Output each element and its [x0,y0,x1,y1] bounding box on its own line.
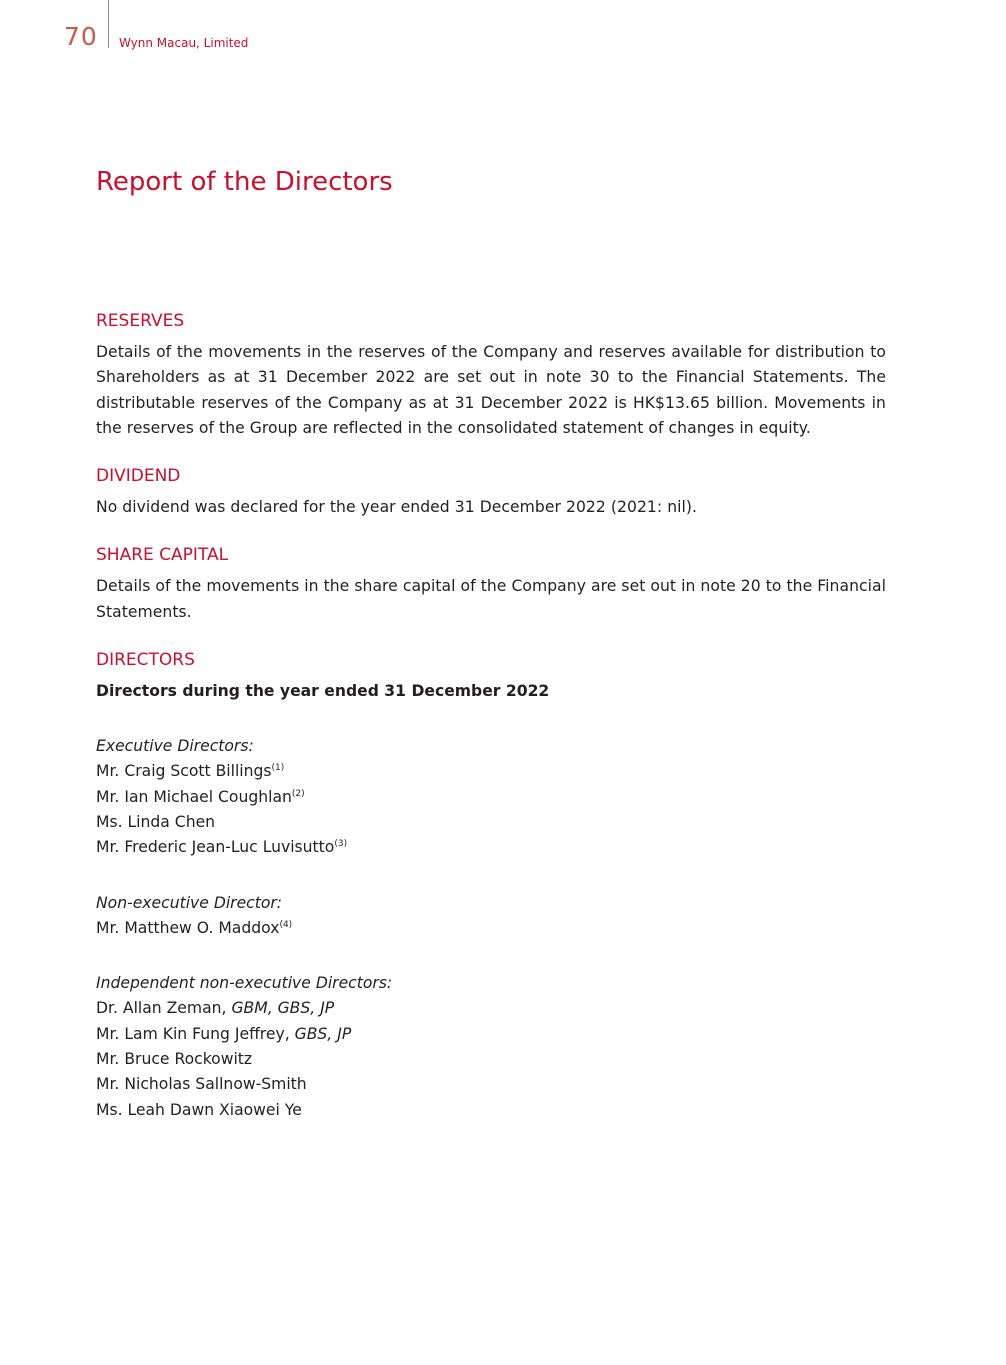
non-executive-director-label: Non-executive Director: [96,893,283,912]
director-name: Mr. Bruce Rockowitz [96,1050,253,1069]
director-name: Mr. Frederic Jean-Luc Luvisutto$^{(3)}$ [96,838,348,857]
director-name: Ms. Linda Chen [96,812,216,831]
share-capital-heading: SHARE CAPITAL [96,545,229,566]
page-number: 70 [64,22,98,51]
dividend-heading: DIVIDEND [96,466,181,487]
non-executive-directors-group [96,891,886,942]
executive-directors-label: Executive Directors: [96,737,254,756]
independent-directors-label: Independent non-executive Directors: [96,974,393,993]
director-name: Dr. Allan Zeman, GBM, GBS, JP [96,999,335,1018]
directors-section [96,649,886,1123]
directors-heading: DIRECTORS [96,650,195,671]
director-honours: GBS, JP [294,1024,352,1043]
page-title: Report of the Directors [96,167,393,197]
report-content [96,310,886,1147]
independent-directors-group [96,971,886,1123]
reserves-heading: RESERVES [96,311,185,331]
footnote-marker: (1) [271,763,285,774]
director-name: Mr. Lam Kin Fung Jeffrey, GBS, JP [96,1024,352,1043]
director-name: Mr. Nicholas Sallnow-Smith [96,1075,307,1094]
dividend-paragraph: No dividend was declared for the year ended 31 December 2022 (2021: nil). [96,498,698,517]
footnote-marker: (3) [334,839,348,850]
reserves-section [96,310,886,441]
executive-directors-group [96,734,886,860]
share-capital-paragraph: Details of the movements in the share capital of the Company are set out in note 20 to the Financial Statements. [96,577,886,621]
director-name: Mr. Craig Scott Billings$^{(1)}$ [96,762,285,781]
director-honours: GBM, GBS, JP [231,999,335,1018]
director-name: Ms. Leah Dawn Xiaowei Ye [96,1100,302,1119]
director-name: Mr. Matthew O. Maddox$^{(4)}$ [96,918,293,937]
reserves-paragraph: Details of the movements in the reserves of the Company and reserves available for distribution to Shareholders as at 31 December 2022 are set out in note 30 to the Financial Statements. The distributable reserves of the Company as at 31 December 2022 is HK$13.65 billion. Movements in the reserves of the Group are reflected in the consolidated statement of changes in equity. [96,343,886,437]
company-name: Wynn Macau, Limited [119,36,249,50]
page-header [0,0,1006,60]
directors-subheading: Directors during the year ended 31 December 2022 [96,682,550,701]
dividend-section [96,465,886,520]
footnote-marker: (4) [279,919,293,930]
header-divider [108,0,109,48]
share-capital-section [96,544,886,625]
director-name: Mr. Ian Michael Coughlan$^{(2)}$ [96,787,305,806]
footnote-marker: (2) [291,788,305,799]
